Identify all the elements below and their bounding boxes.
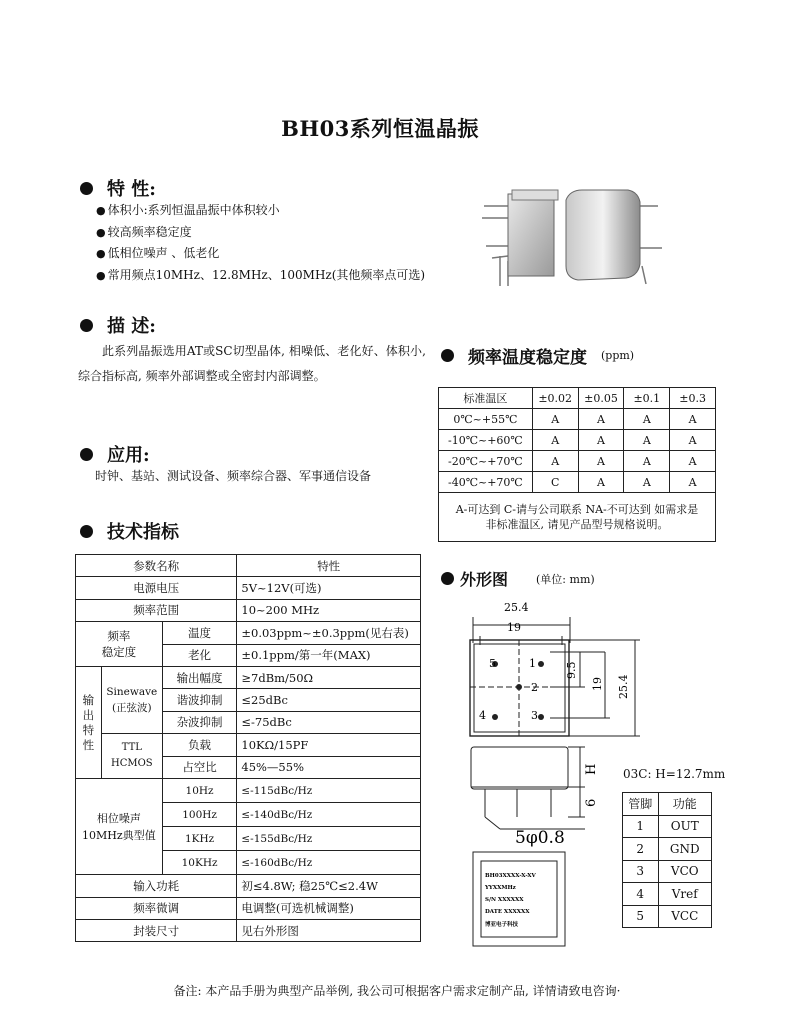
label-line: DATE XXXXXX [485,909,530,915]
stability-note: A-可达到 C-请与公司联系 NA-不可达到 如需求是非标准温区, 请见产品型号规格说明。 [439,493,716,542]
table-cell: A [624,472,670,493]
stability-heading-row [441,343,634,368]
table-cell: ≤-75dBc [237,711,421,733]
table-cell: A [578,451,624,472]
footer-note: 备注: 本产品手册为典型产品举例, 我公司可根据客户需求定制产品, 详情请致电咨询· [173,984,621,998]
table-cell: 1KHz [162,827,237,851]
output-label-cell: 输 出 特 性 [76,666,102,778]
table-cell: 谐波抑制 [162,689,237,711]
label-line: S/N XXXXXX [485,897,524,903]
table-cell: 老化 [162,644,237,666]
table-cell: 电源电压 [76,577,237,599]
table-cell: 10Hz [162,779,237,803]
table-row [439,388,716,409]
feature-item: ● 低相位噪声 、低老化 [96,246,220,260]
ttl-label-cell: TTL HCMOS [101,734,162,779]
label-line: BH03XXXX-X-XV [485,873,536,879]
table-cell: A [578,430,624,451]
table-cell: 4 [623,883,659,906]
table-header-cell: 标准温区 [439,388,533,409]
table-row [76,622,421,644]
table-header-cell: ±0.3 [670,388,716,409]
table-row [76,555,421,577]
bullet-dot-icon [80,448,93,461]
table-cell: ≤-160dBc/Hz [237,851,421,875]
description-heading-row [80,312,156,338]
dim-pin-span: 19 [507,621,521,634]
table-row [76,897,421,919]
pin-table [622,792,712,928]
pin-label: 3 [531,709,538,722]
bullet-dot-icon [80,525,93,538]
bullet-dot-icon [80,182,93,195]
table-cell: OUT [658,815,712,838]
height-note: 03C: H=12.7mm [623,767,726,781]
table-cell: 负载 [162,734,237,757]
product-photo [478,186,666,286]
specs-heading: 技术指标 [107,522,179,543]
specs-table [75,554,421,942]
specs-heading-row [80,518,179,544]
table-row [76,666,421,688]
noise-label-cell: 相位噪声 10MHz典型值 [76,779,163,875]
table-cell: ≤25dBc [237,689,421,711]
table-cell: A [578,472,624,493]
description-heading: 描 述: [107,316,156,337]
table-cell: 2 [623,838,659,861]
table-cell: 见右外形图 [237,919,421,941]
table-cell: 初≤4.8W; 稳25℃≤2.4W [237,875,421,897]
stability-heading: 频率温度稳定度 [468,348,587,368]
table-cell: 输出幅度 [162,666,237,688]
table-cell: ≤-140dBc/Hz [237,803,421,827]
table-cell: 0℃~+55℃ [439,409,533,430]
table-row [439,430,716,451]
table-header-cell: 参数名称 [76,555,237,577]
label-line: YYXXMHz [485,885,516,891]
features-heading-row [80,175,156,201]
stability-table [438,387,716,542]
table-cell: VCO [658,860,712,883]
table-cell: -10℃~+60℃ [439,430,533,451]
table-row [76,919,421,941]
table-row [439,493,716,542]
table-cell: 5 [623,905,659,928]
table-cell: A [670,409,716,430]
pin-note: 5φ0.8 [515,828,565,848]
features-list [96,200,425,286]
table-cell: VCC [658,905,712,928]
table-header-cell: ±0.05 [578,388,624,409]
table-cell: 10~200 MHz [237,599,421,621]
dim-vertical: 19 [591,677,604,691]
table-row [76,734,421,757]
outline-heading-row [441,567,595,590]
table-row [76,577,421,599]
table-cell: A [624,430,670,451]
dim-pin-len: 6 [584,798,599,807]
table-cell: A [670,451,716,472]
table-cell: GND [658,838,712,861]
outline-heading: 外形图 [460,570,509,589]
table-cell: 电调整(可选机械调整) [237,897,421,919]
table-cell: A [670,472,716,493]
table-cell: -20℃~+70℃ [439,451,533,472]
table-row [439,472,716,493]
table-cell: Vref [658,883,712,906]
pin-label: 2 [531,681,538,694]
table-header-cell: 管脚 [623,793,659,816]
table-row [439,409,716,430]
table-row [439,451,716,472]
table-row [623,793,712,816]
bullet-dot-icon [80,319,93,332]
table-header-cell: ±0.1 [624,388,670,409]
table-row [623,838,712,861]
table-cell: -40℃~+70℃ [439,472,533,493]
table-cell: A [578,409,624,430]
table-header-cell: ±0.02 [532,388,578,409]
page-title: BH03系列恒温晶振 [281,116,479,141]
stability-label-cell: 频率 稳定度 [76,622,163,667]
table-cell: 3 [623,860,659,883]
table-cell: 5V~12V(可选) [237,577,421,599]
feature-item: ● 较高频率稳定度 [96,224,192,239]
application-heading-row [80,441,150,467]
dim-height: 25.4 [617,674,630,699]
feature-item: ● 常用频点10MHz、12.8MHz、100MHz(其他频率点可选) [96,267,426,282]
table-cell: 频率微调 [76,897,237,919]
table-cell: ≤-155dBc/Hz [237,827,421,851]
table-row [623,905,712,928]
pin-label: 4 [479,709,486,722]
table-cell: ±0.1ppm/第一年(MAX) [237,644,421,666]
description-text: 此系列晶振选用AT或SC切型晶体, 相噪低、老化好、体积小, 综合指标高, 频率外部调整或全密封内部调整。 [78,344,426,383]
outline-unit: (单位: mm) [536,572,595,586]
table-cell: 10KΩ/15PF [237,734,421,757]
table-cell: A [532,409,578,430]
table-cell: 温度 [162,622,237,644]
table-row [76,599,421,621]
application-text: 时钟、基站、测试设备、频率综合器、军事通信设备 [95,469,372,483]
bullet-dot-icon [441,572,454,585]
dim-H: H [584,763,599,775]
sinewave-label-cell: Sinewave (正弦波) [101,666,162,733]
outline-drawing [455,595,785,955]
label-line: 博亚电子科技 [485,922,519,928]
table-row [623,815,712,838]
table-cell: A [532,451,578,472]
table-cell: 100Hz [162,803,237,827]
feature-item: ● 体积小:系列恒温晶振中体积较小 [96,203,280,217]
table-cell: A [624,409,670,430]
table-cell: ±0.03ppm~±0.3ppm(见右表) [237,622,421,644]
table-cell: 杂波抑制 [162,711,237,733]
table-cell: 输入功耗 [76,875,237,897]
table-header-cell: 特性 [237,555,421,577]
table-cell: 1 [623,815,659,838]
table-header-cell: 功能 [658,793,712,816]
table-cell: A [670,430,716,451]
table-cell: A [624,451,670,472]
dim-width: 25.4 [504,601,529,614]
pin-label: 5 [489,657,496,670]
pin-label: 1 [529,657,536,670]
bullet-dot-icon [441,349,454,362]
stability-unit: (ppm) [601,349,635,362]
features-heading: 特 性: [107,179,156,200]
table-row [623,860,712,883]
table-row [76,779,421,803]
table-row [623,883,712,906]
table-cell: 封装尺寸 [76,919,237,941]
table-cell: 45%—55% [237,756,421,779]
table-cell: 10KHz [162,851,237,875]
table-cell: 频率范围 [76,599,237,621]
application-heading: 应用: [107,445,150,466]
table-row [76,875,421,897]
table-cell: C [532,472,578,493]
table-cell: A [532,430,578,451]
table-cell: ≥7dBm/50Ω [237,666,421,688]
table-cell: ≤-115dBc/Hz [237,779,421,803]
dim-half: 9.5 [565,661,578,679]
table-cell: 占空比 [162,756,237,779]
